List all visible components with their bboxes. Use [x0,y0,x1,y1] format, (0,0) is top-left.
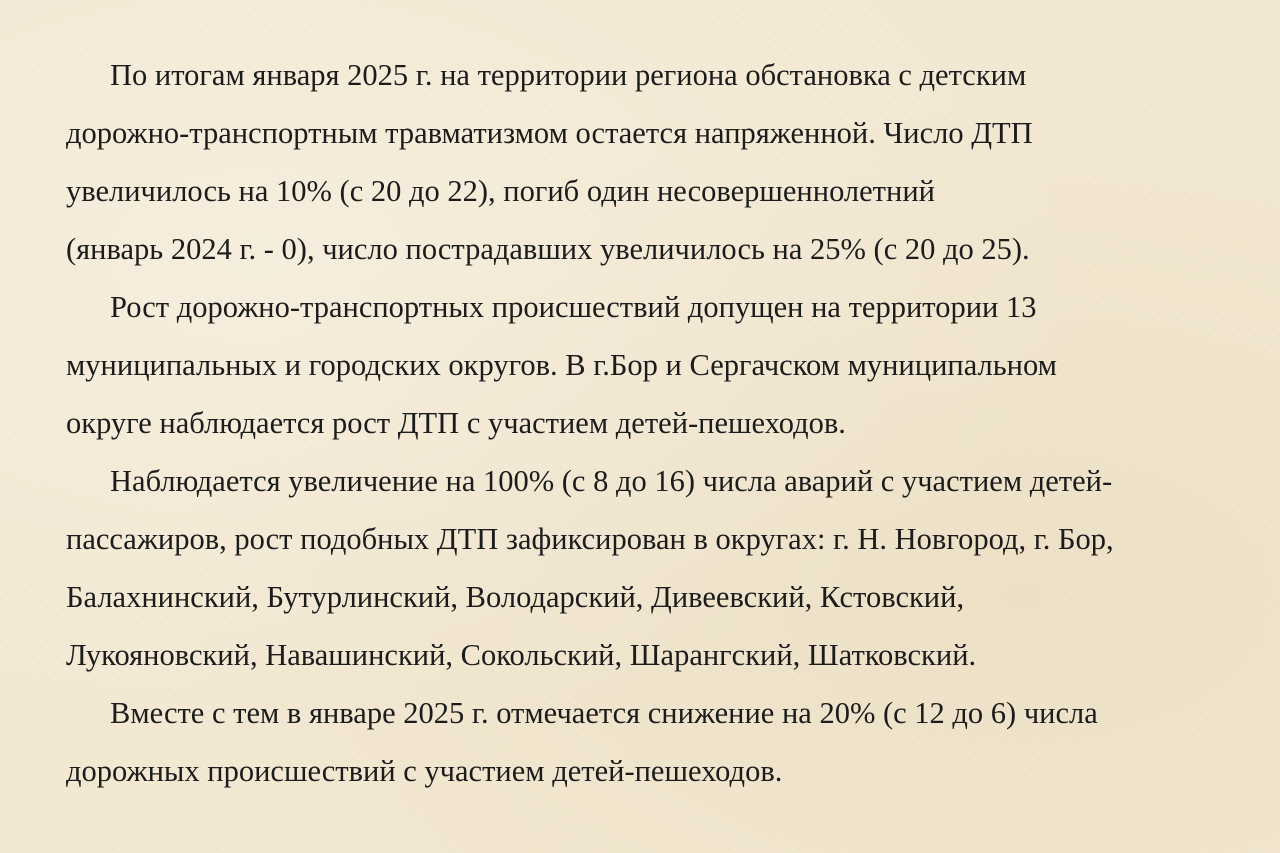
text-line: Рост дорожно-транспортных происшествий допущен на территории 13 [110,290,1037,324]
paragraph-3 [66,452,1246,684]
text-line: Наблюдается увеличение на 100% (с 8 до 16) числа аварий с участием детей- [110,464,1113,498]
text-line: (январь 2024 г. - 0), число пострадавших увеличилось на 25% (с 20 до 25). [66,232,1030,266]
text-line: пассажиров, рост подобных ДТП зафиксирован в округах: г. Н. Новгород, г. Бор, [66,522,1114,556]
text-line: округе наблюдается рост ДТП с участием детей-пешеходов. [66,406,846,440]
text-line: Вместе с тем в январе 2025 г. отмечается снижение на 20% (с 12 до 6) числа [110,696,1098,730]
text-line: дорожных происшествий с участием детей-пешеходов. [66,754,783,788]
text-line: Балахнинский, Бутурлинский, Володарский, Дивеевский, Кстовский, [66,580,965,614]
paragraph-4 [66,684,1246,800]
text-line: дорожно-транспортным травматизмом остается напряженной. Число ДТП [66,116,1033,150]
slide-body-text [66,46,1246,800]
text-line: муниципальных и городских округов. В г.Бор и Сергачском муниципальном [66,348,1057,382]
text-line: увеличилось на 10% (с 20 до 22), погиб один несовершеннолетний [66,174,935,208]
text-line: Лукояновский, Навашинский, Сокольский, Шарангский, Шатковский. [66,638,977,672]
text-line: По итогам января 2025 г. на территории региона обстановка с детским [110,58,1027,92]
paragraph-1 [66,46,1246,278]
paragraph-2 [66,278,1246,452]
